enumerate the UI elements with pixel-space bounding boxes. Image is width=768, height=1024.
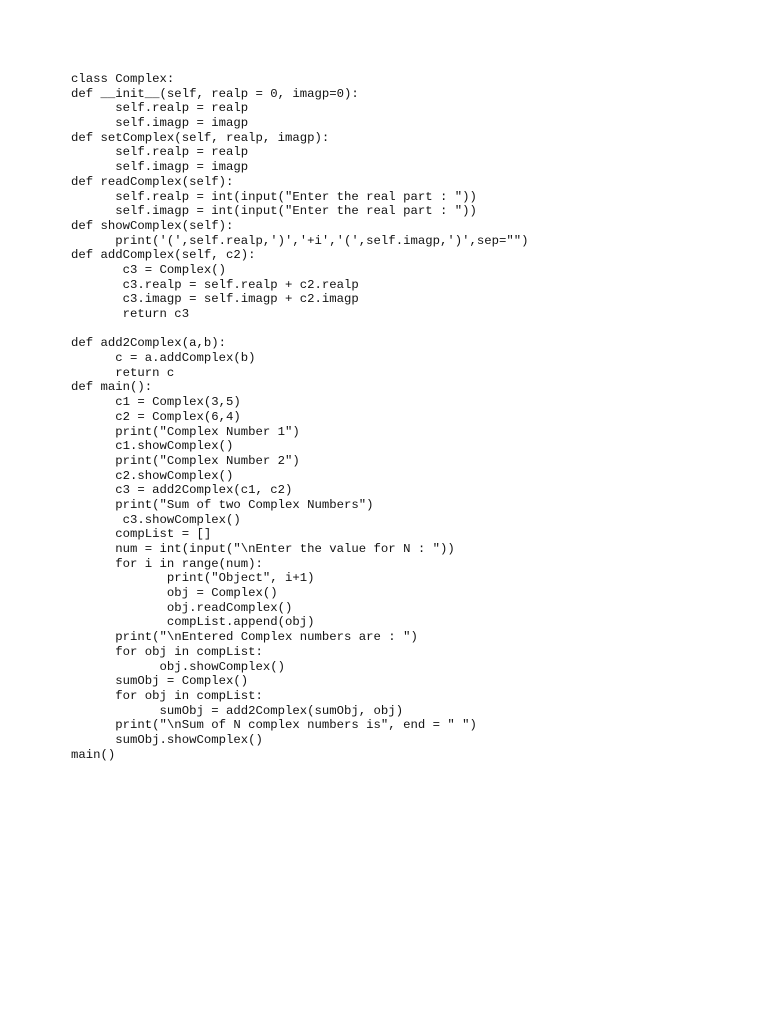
code-line: c3.realp = self.realp + c2.realp xyxy=(71,277,359,292)
code-line: c3 = Complex() xyxy=(71,262,226,277)
code-line: print("\nSum of N complex numbers is", end = " ") xyxy=(71,718,477,733)
code-line: compList.append(obj) xyxy=(71,615,315,630)
code-line: return c xyxy=(71,365,175,380)
code-line: self.realp = int(input("Enter the real part : ")) xyxy=(71,189,477,204)
code-line xyxy=(71,322,529,337)
code-line: print('(',self.realp,')','+i','(',self.imagp,')',sep="") xyxy=(71,233,529,248)
code-line: def add2Complex(a,b): xyxy=(71,336,226,351)
code-line: return c3 xyxy=(71,307,190,321)
code-line: c2.showComplex() xyxy=(71,468,234,483)
code-line: self.imagp = int(input("Enter the real part : ")) xyxy=(71,204,477,219)
code-line: self.imagp = imagp xyxy=(71,160,249,175)
code-line: c1.showComplex() xyxy=(71,439,234,454)
code-line: print("\nEntered Complex numbers are : ") xyxy=(71,630,418,645)
code-line: sumObj = Complex() xyxy=(71,674,249,689)
code-line: print("Object", i+1) xyxy=(71,571,315,586)
code-line: def addComplex(self, c2): xyxy=(71,248,256,263)
code-line: self.imagp = imagp xyxy=(71,116,249,131)
code-line: def setComplex(self, realp, imagp): xyxy=(71,130,330,145)
code-line: c3.imagp = self.imagp + c2.imagp xyxy=(71,292,359,307)
code-line: compList = [] xyxy=(71,527,212,542)
code-line: self.realp = realp xyxy=(71,101,249,116)
code-line: obj.showComplex() xyxy=(71,659,286,674)
code-line: self.realp = realp xyxy=(71,145,249,160)
code-line: c1 = Complex(3,5) xyxy=(71,395,241,410)
code-line: def __init__(self, realp = 0, imagp=0): xyxy=(71,86,359,101)
code-line: class Complex: xyxy=(71,72,175,86)
code-line: print("Sum of two Complex Numbers") xyxy=(71,497,374,512)
code-line: print("Complex Number 2") xyxy=(71,453,300,468)
code-line: obj = Complex() xyxy=(71,586,278,601)
code-line: num = int(input("\nEnter the value for N : ")) xyxy=(71,542,455,556)
code-line: for obj in compList: xyxy=(71,644,263,659)
code-line: c2 = Complex(6,4) xyxy=(71,409,241,424)
code-line: c3.showComplex() xyxy=(71,512,241,527)
code-line: for i in range(num): xyxy=(71,556,263,571)
code-line: sumObj.showComplex() xyxy=(71,732,263,747)
code-line: def readComplex(self): xyxy=(71,174,234,189)
code-line: c = a.addComplex(b) xyxy=(71,351,256,366)
code-line: print("Complex Number 1") xyxy=(71,424,300,439)
code-line: main() xyxy=(71,747,116,762)
code-line: def main(): xyxy=(71,380,153,395)
code-line: for obj in compList: xyxy=(71,688,263,703)
code-line: def showComplex(self): xyxy=(71,218,234,233)
code-line: sumObj = add2Complex(sumObj, obj) xyxy=(71,703,404,718)
code-line: c3 = add2Complex(c1, c2) xyxy=(71,483,293,498)
code-listing xyxy=(71,72,529,762)
code-line: obj.readComplex() xyxy=(71,600,293,615)
